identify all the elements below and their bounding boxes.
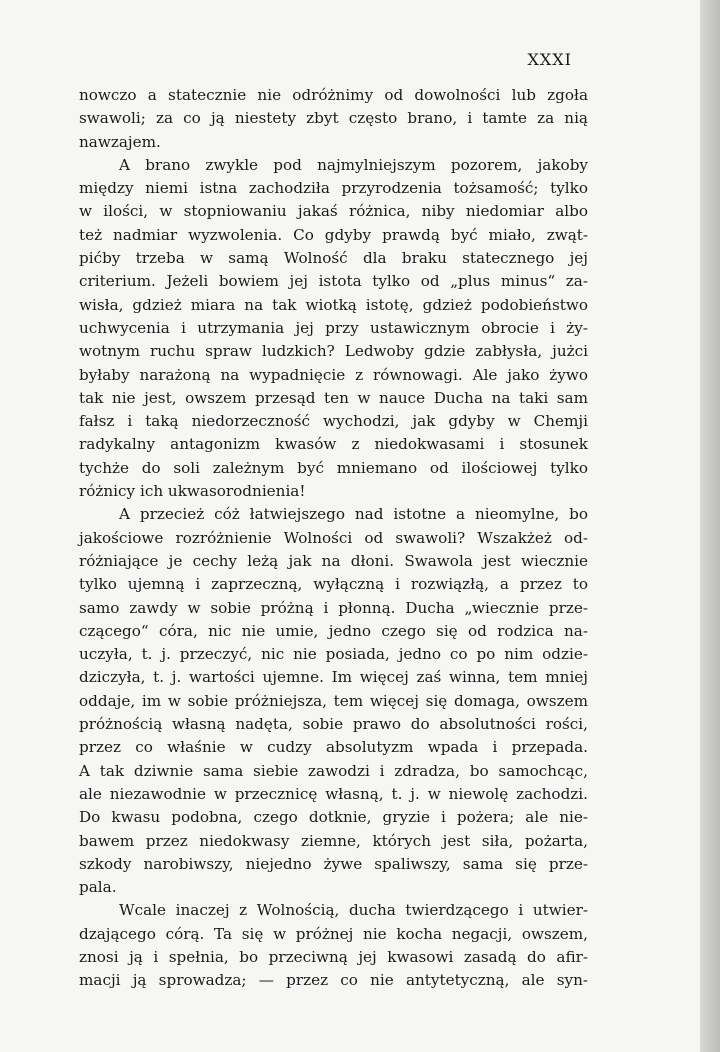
text-line: znosi ją i spełnia, bo przeciwną jej kwasowi zasadą do afir- [79, 947, 588, 966]
text-line: macji ją sprowadza; — przez co nie antytetyczną, ale syn- [79, 971, 588, 990]
text-line: nowczo a statecznie nie odróżnimy od dowolności lub zgoła [79, 86, 588, 104]
text-line: wisła, gdzież miara na tak wiotką istotę, gdzież podobieństwo [79, 295, 588, 314]
text-line: przez co właśnie w cudzy absolutyzm wpada i przepada. [79, 738, 588, 757]
text-line: swawoli; za co ją niestety zbyt często brano, i tamte za nią [79, 109, 588, 128]
text-line: jakościowe rozróżnienie Wolności od swawoli? Wszakżeż od- [79, 528, 588, 547]
text-line: uczyła, t. j. przeczyć, nic nie posiada, jedno co po nim odzie- [79, 645, 588, 664]
text-line: pala. [79, 878, 117, 897]
text-line: tychże do soli zależnym być mniemano od ilościowej tylko [79, 458, 588, 477]
text-line: między niemi istna zachodziła przyrodzenia tożsamość; tylko [79, 179, 588, 198]
text-line: szkody narobiwszy, niejedno żywe spaliwszy, sama się prze- [79, 854, 588, 873]
text-line: różniające je cechy leżą jak na dłoni. Swawola jest wiecznie [79, 551, 588, 570]
text-line: criterium. Jeżeli bowiem jej istota tylko od „plus minus“ za- [79, 272, 588, 291]
text-line: Do kwasu podobna, czego dotknie, gryzie i pożera; ale nie- [79, 808, 588, 827]
text-line: uchwycenia i utrzymania jej przy ustawicznym obrocie i ży- [79, 318, 588, 337]
page-edge [700, 0, 720, 1052]
text-line: Wcale inaczej z Wolnością, ducha twierdzącego i utwier- [119, 901, 588, 920]
text-line: różnicy ich ukwasorodnienia! [79, 482, 306, 501]
text-line: dziczyła, t. j. wartości ujemne. Im więcej zaś winna, tem mniej [79, 668, 588, 687]
text-line: A przecież cóż łatwiejszego nad istotne a nieomylne, bo [119, 505, 588, 524]
text-line: w ilości, w stopniowaniu jakaś różnica, niby niedomiar albo [79, 202, 588, 221]
text-line: A brano zwykle pod najmylniejszym pozorem, jakoby [119, 155, 588, 174]
text-line: dzającego córą. Ta się w próżnej nie kocha negacji, owszem, [79, 924, 588, 943]
text-line: nawzajem. [79, 132, 161, 151]
text-line: samo zawdy w sobie próżną i płonną. Ducha „wiecznie prze- [79, 598, 588, 617]
text-line: radykalny antagonizm kwasów z niedokwasami i stosunek [79, 435, 588, 454]
body-text [79, 84, 588, 993]
text-line: próżnością własną nadęta, sobie prawo do absolutności rości, [79, 715, 588, 734]
text-line: ale niezawodnie w przecznicę własną, t. j. w niewolę zachodzi. [79, 784, 588, 803]
text-line: bawem przez niedokwasy ziemne, których jest siła, pożarta, [79, 831, 588, 850]
text-line: tak nie jest, owszem przesąd ten w nauce Ducha na taki sam [79, 388, 588, 407]
text-line: fałsz i taką niedorzeczność wychodzi, jak gdyby w Chemji [79, 412, 588, 431]
page-number: XXXI [527, 50, 572, 69]
text-line: też nadmiar wyzwolenia. Co gdyby prawdą być miało, zwąt- [79, 225, 588, 244]
text-line: czącego“ córa, nic nie umie, jedno czego się od rodzica na- [79, 621, 588, 640]
text-line: pićby trzeba w samą Wolność dla braku statecznego jej [79, 249, 588, 268]
text-line: byłaby narażoną na wypadnięcie z równowagi. Ale jako żywo [79, 365, 588, 384]
text-line: A tak dziwnie sama siebie zawodzi i zdradza, bo samochcąc, [79, 761, 588, 780]
text-line: oddaje, im w sobie próżniejsza, tem więcej się domaga, owszem [79, 691, 588, 710]
text-line: tylko ujemną i zaprzeczną, wyłączną i rozwiązłą, a przez to [79, 575, 588, 594]
text-line: wotnym ruchu spraw ludzkich? Ledwoby gdzie zabłysła, jużci [79, 342, 588, 361]
